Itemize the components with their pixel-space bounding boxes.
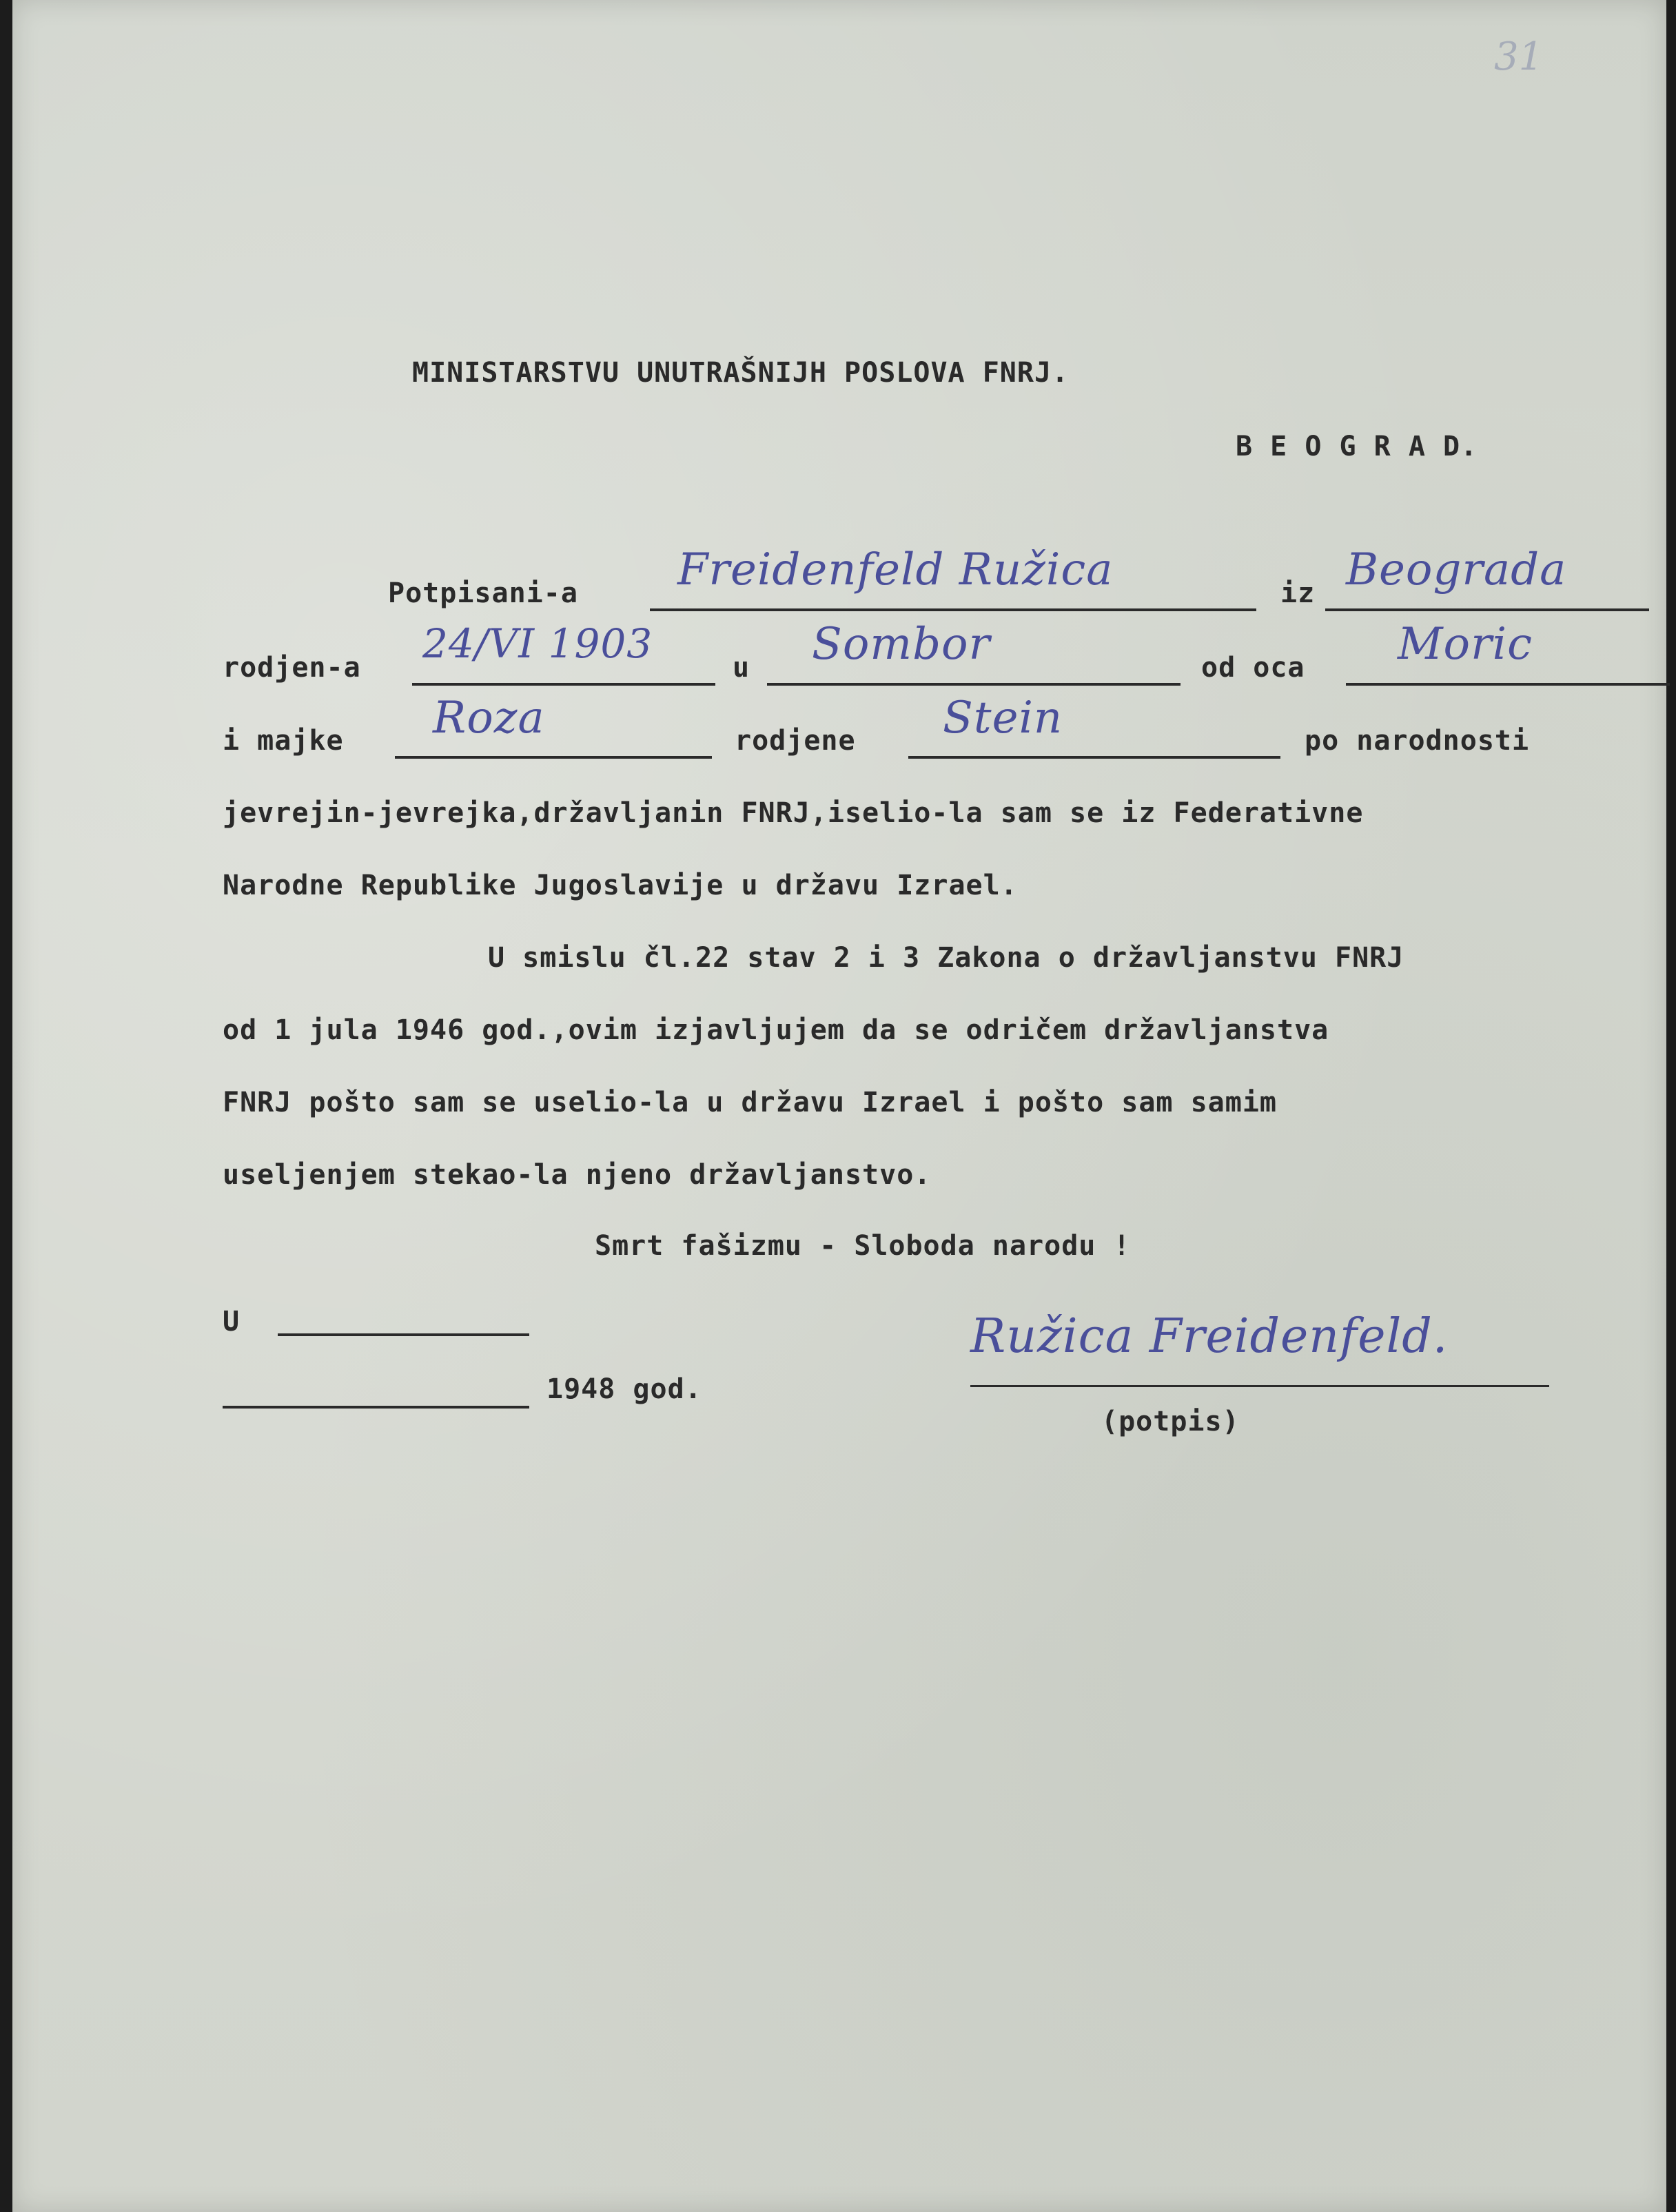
label-rodjen: rodjen-a	[223, 652, 361, 684]
city-underline	[1325, 608, 1649, 611]
maiden-underline	[908, 756, 1280, 759]
body-line-8: FNRJ pošto sam se uselio-la u državu Izrael i pošto sam samim	[223, 1087, 1278, 1118]
label-po-narodnosti: po narodnosti	[1305, 725, 1530, 757]
body-line-4: jevrejin-jevrejka,državljanin FNRJ,iselio-la sam se iz Federativne	[223, 797, 1364, 829]
year-text: 1948 god.	[546, 1373, 702, 1405]
label-i-majke: i majke	[223, 725, 344, 757]
date-underline	[223, 1406, 529, 1409]
slogan: Smrt fašizmu - Sloboda narodu !	[595, 1230, 1131, 1262]
signer-name-handwritten: Freidenfeld Ružica	[677, 544, 1114, 595]
label-place-u: U	[223, 1306, 241, 1338]
body-line-5: Narodne Republike Jugoslavije u državu Izrael.	[223, 870, 1018, 901]
handwritten-signature: Ružica Freidenfeld.	[970, 1309, 1449, 1364]
label-rodjene: rodjene	[735, 725, 856, 757]
label-potpisani: Potpisani-a	[388, 577, 578, 609]
label-od-oca: od oca	[1201, 652, 1305, 684]
birthplace-handwritten: Sombor	[812, 619, 991, 670]
body-line-6: U smislu čl.22 stav 2 i 3 Zakona o državljanstvu FNRJ	[488, 942, 1404, 974]
name-underline	[650, 608, 1256, 611]
place-underline	[278, 1333, 529, 1336]
birthdate-underline	[412, 683, 715, 686]
body-line-7: od 1 jula 1946 god.,ovim izjavljujem da se odričem državljanstva	[223, 1014, 1329, 1046]
father-name-handwritten: Moric	[1398, 619, 1533, 670]
heading-ministry: MINISTARSTVU UNUTRAŠNIJH POSLOVA FNRJ.	[412, 357, 1070, 389]
document-page	[12, 0, 1666, 2212]
page-number: 31	[1494, 34, 1544, 79]
maiden-name-handwritten: Stein	[943, 693, 1063, 744]
mother-name-handwritten: Roza	[433, 693, 545, 744]
body-line-9: useljenjem stekao-la njeno državljanstvo.	[223, 1159, 932, 1191]
label-u: u	[733, 652, 750, 684]
birthdate-handwritten: 24/VI 1903	[422, 620, 653, 667]
heading-city: B E O G R A D.	[1236, 431, 1478, 462]
mother-underline	[395, 756, 712, 759]
label-iz: iz	[1280, 577, 1316, 609]
father-underline	[1346, 683, 1670, 686]
birthplace-underline	[767, 683, 1181, 686]
signature-underline	[970, 1385, 1549, 1387]
signature-caption: (potpis)	[1101, 1406, 1240, 1437]
city-handwritten: Beograda	[1346, 544, 1567, 595]
